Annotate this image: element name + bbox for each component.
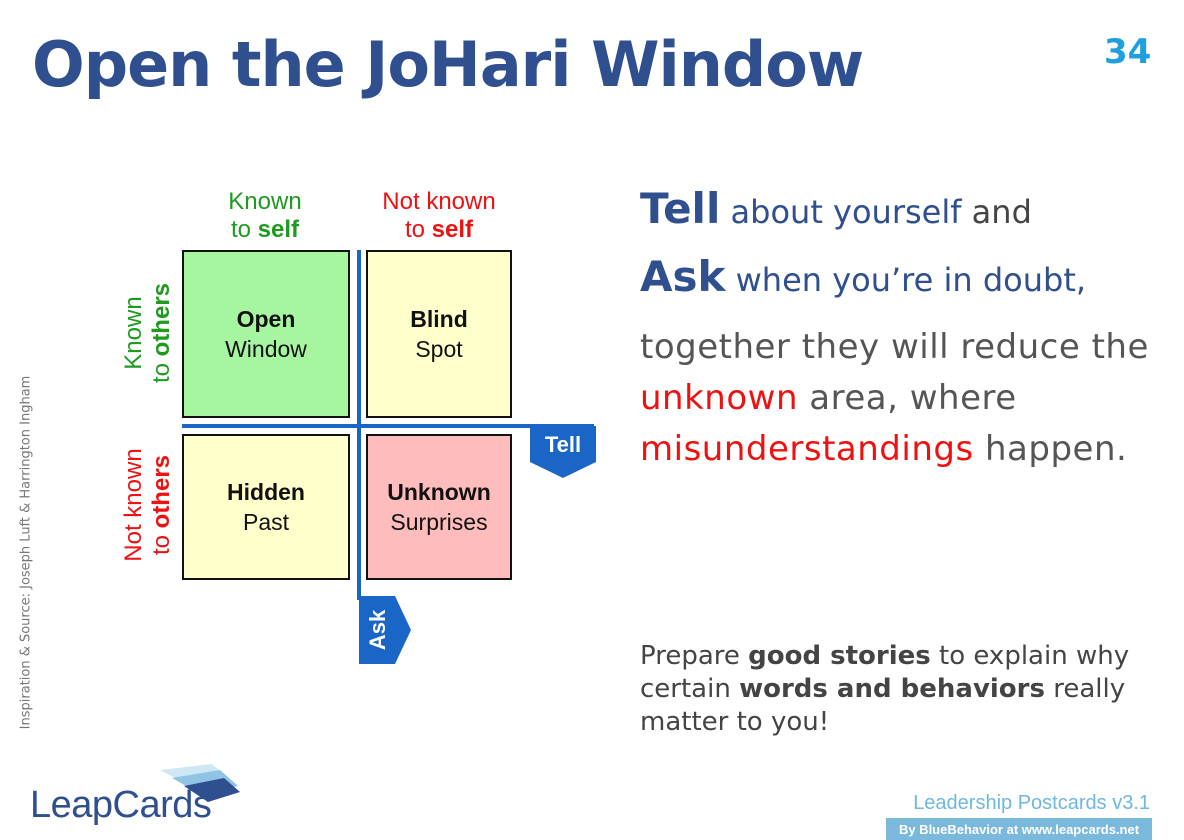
leapcards-logo: LeapCards (30, 784, 212, 826)
quadrant-subtitle: Past (242, 509, 290, 535)
source-credit: Inspiration & Source: Joseph Luft & Harrington Ingham (18, 375, 34, 730)
quadrant-hidden (182, 434, 350, 580)
page-number: 34 (1104, 32, 1152, 72)
ask-label: Ask (365, 609, 390, 651)
quadrant-open (182, 250, 350, 418)
column-header-line2: to self (404, 216, 474, 243)
page-title: Open the JoHari Window (32, 28, 864, 101)
quadrant-title: Open (236, 306, 296, 332)
quadrant-subtitle: Spot (415, 336, 463, 362)
column-header-line1: Known (228, 188, 302, 215)
row-header-line2: to others (148, 454, 175, 556)
quadrant-blind (366, 250, 512, 418)
row-header-line2: to others (148, 282, 175, 384)
tell-arrow (530, 426, 596, 478)
column-header-line2: to self (230, 216, 300, 243)
quadrant-subtitle: Surprises (390, 509, 488, 535)
row-header-line1: Known (120, 296, 147, 370)
tell-line: Tell about yourself and (640, 184, 1032, 233)
quadrant-title: Unknown (387, 479, 491, 505)
column-header-line1: Not known (382, 188, 496, 215)
ask-line: Ask when you’re in doubt, (640, 252, 1087, 301)
tell-label: Tell (544, 432, 582, 457)
reduce-paragraph: together they will reduce the unknown area, where misunderstandings happen. (640, 327, 1149, 469)
quadrant-subtitle: Window (225, 336, 307, 362)
quadrant-title: Hidden (227, 479, 305, 505)
quadrant-unknown (366, 434, 512, 580)
row-header-known-to-others (120, 248, 178, 418)
ask-arrow (359, 596, 411, 664)
row-header-line1: Not known (120, 448, 147, 562)
footer-subtitle: By BlueBehavior at www.leapcards.net (886, 818, 1152, 840)
column-header-not-known-to-self (354, 188, 524, 244)
quadrant-title: Blind (410, 306, 468, 332)
row-header-not-known-to-others (120, 408, 178, 602)
footer-title: Leadership Postcards v3.1 (913, 792, 1150, 814)
column-header-known-to-self (180, 188, 350, 244)
stories-paragraph: Prepare good stories to explain why certain words and behaviors really matter to you! (640, 641, 1130, 737)
